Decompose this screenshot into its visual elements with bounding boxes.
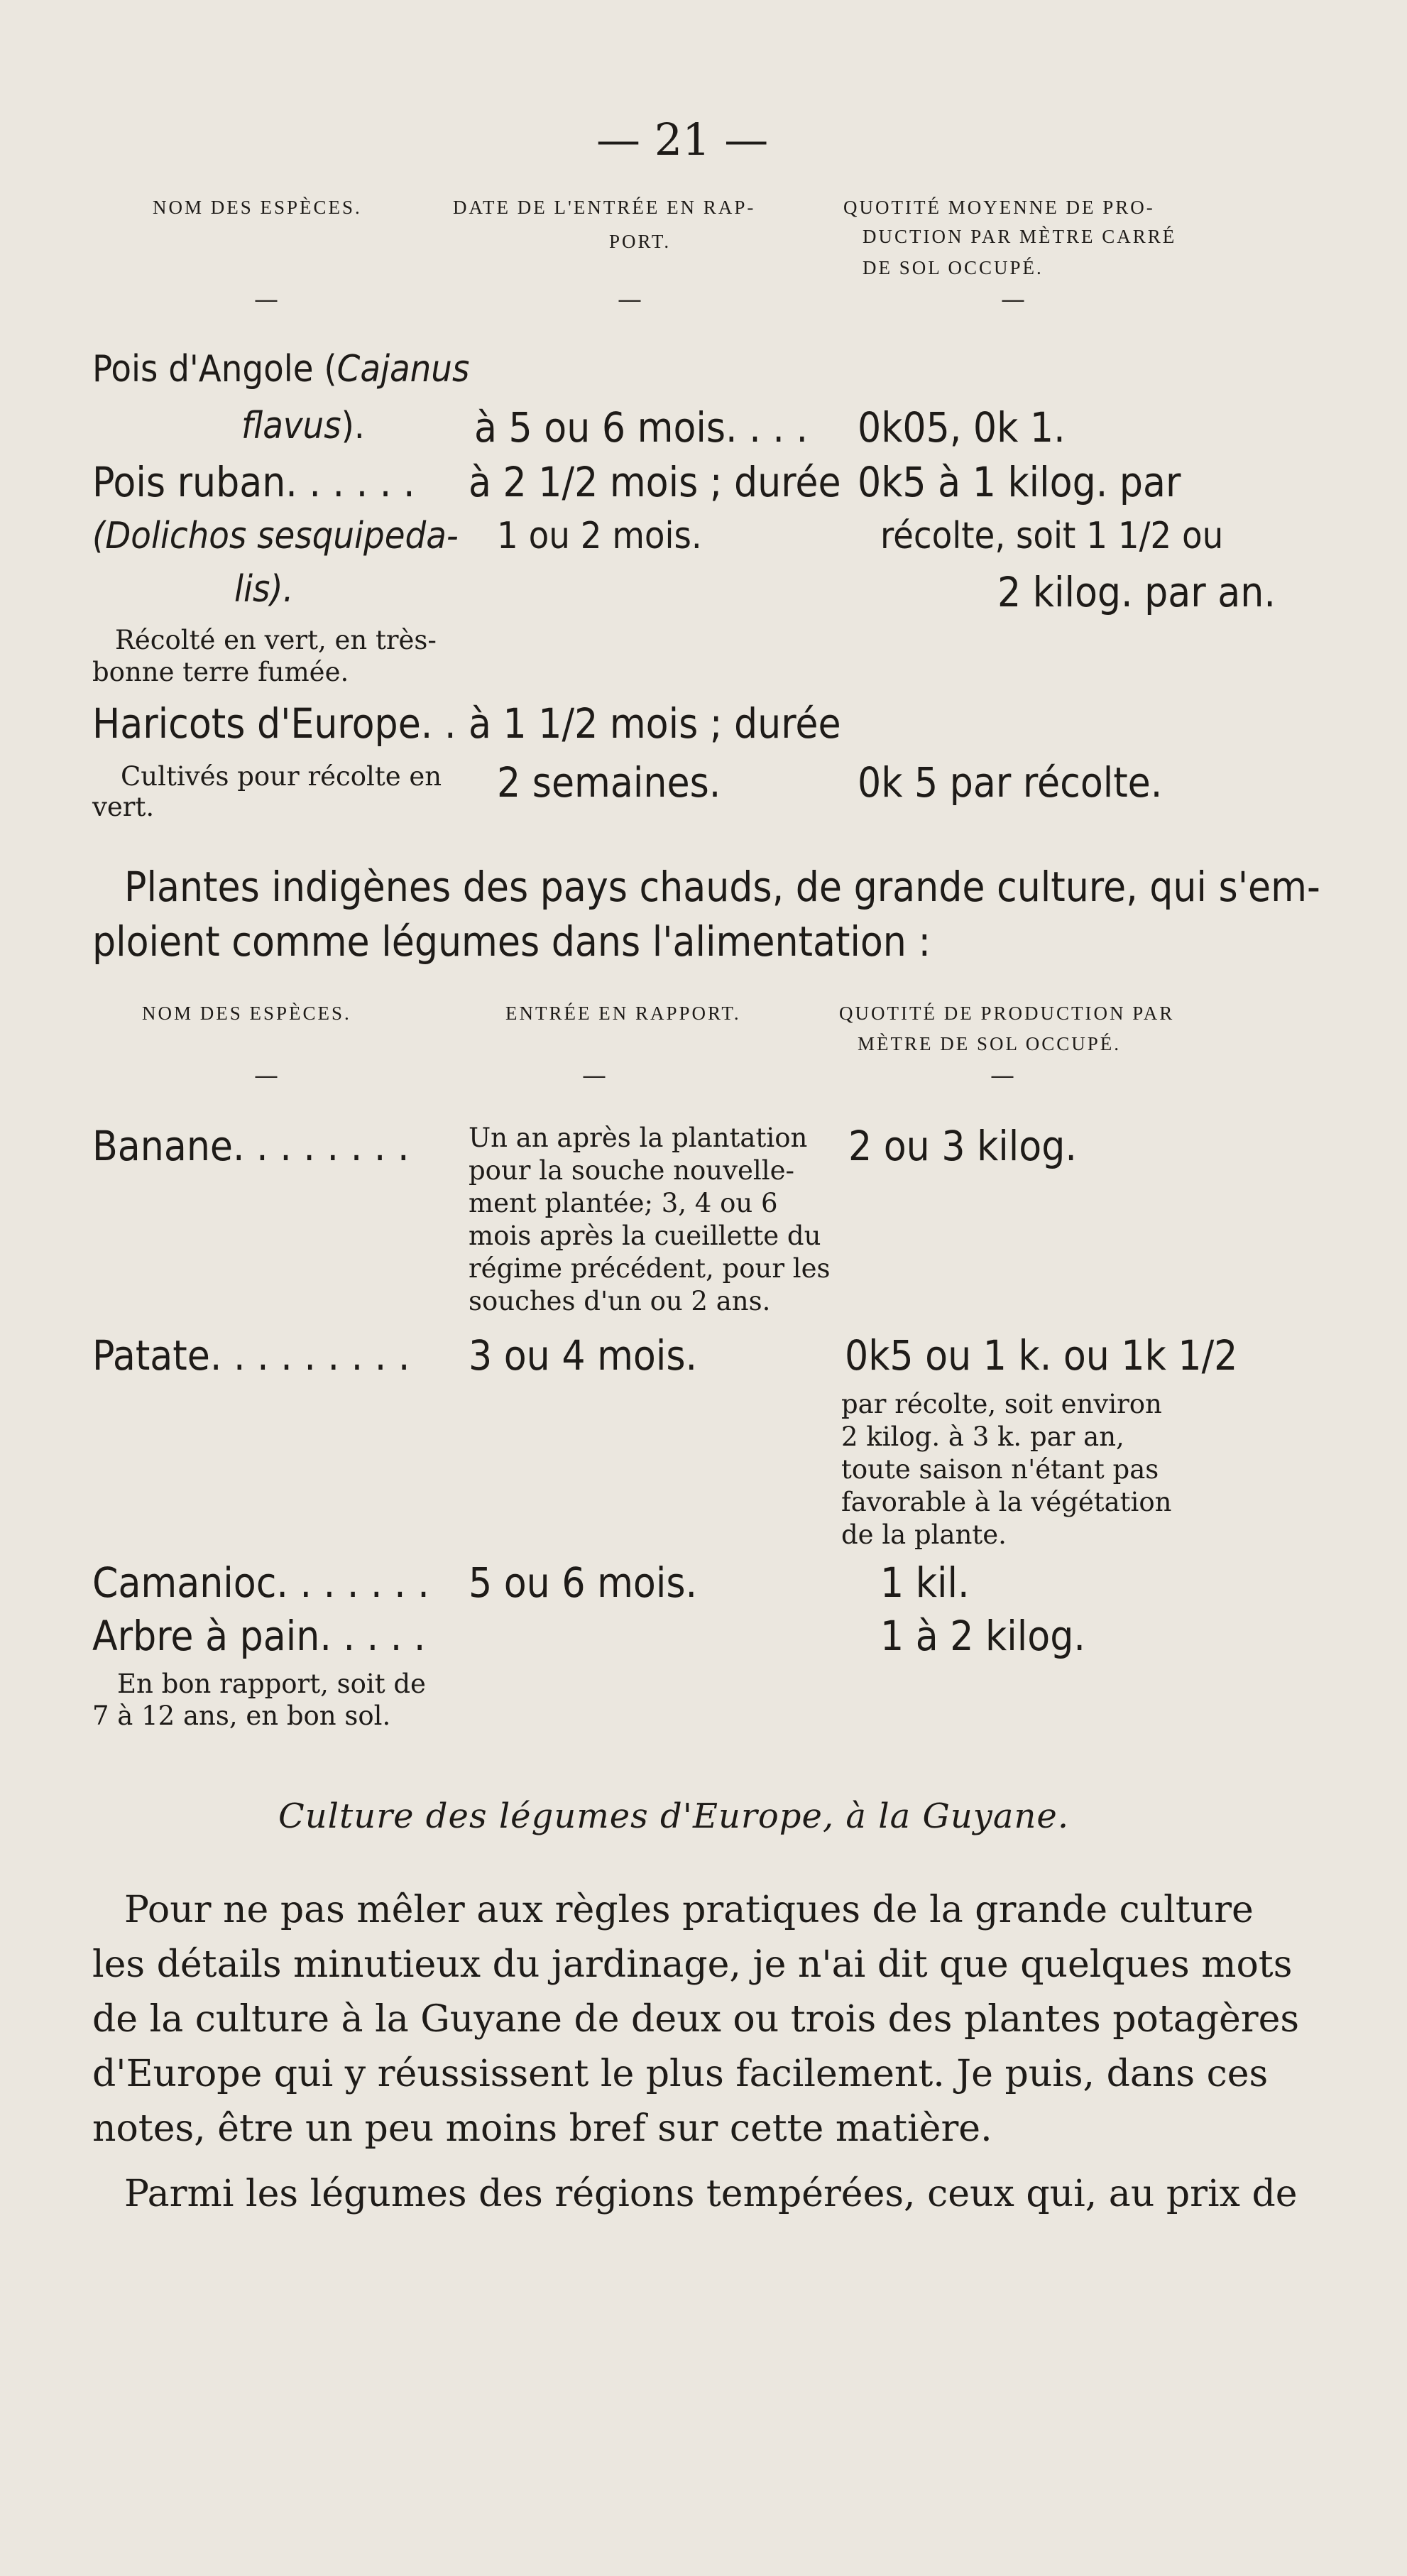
row-camanioc-date: 5 ou 6 mois.	[469, 1559, 698, 1607]
row-pois-ruban-qty2: récolte, soit 1 1/2 ou	[880, 515, 1224, 557]
row-camanioc-name: Camanioc. . . . . . .	[92, 1559, 429, 1607]
table2-dash-2: —	[582, 1061, 606, 1090]
row-arbre-name: Arbre à pain. . . . .	[92, 1612, 426, 1660]
table1-header-date-line2: PORT.	[609, 231, 672, 252]
row-patate-qty-line: toute saison n'étant pas	[841, 1454, 1159, 1485]
table1-dash-1: —	[254, 285, 278, 314]
row-pois-angole-latin: flavus).	[241, 405, 365, 447]
row-haricots-note2: vert.	[92, 792, 155, 822]
row-banane-date-line: souches d'un ou 2 ans.	[469, 1286, 771, 1316]
row-patate-qty-line: 2 kilog. à 3 k. par an,	[841, 1421, 1124, 1452]
table2-dash-1: —	[254, 1061, 278, 1090]
row-pois-angole-qty: 0k05, 0k 1.	[858, 403, 1066, 452]
row-pois-ruban-date2: 1 ou 2 mois.	[497, 515, 702, 557]
row-pois-ruban-latin: (Dolichos sesquipeda-	[92, 515, 459, 557]
table1-dash-3: —	[1001, 285, 1025, 314]
table2-dash-3: —	[990, 1061, 1014, 1090]
row-arbre-note2: 7 à 12 ans, en bon sol.	[92, 1701, 391, 1731]
row-pois-ruban-date1: à 2 1/2 mois ; durée	[469, 458, 841, 506]
row-haricots-note1: Cultivés pour récolte en	[121, 761, 442, 792]
row-banane-name: Banane. . . . . . . .	[92, 1122, 410, 1170]
paragraph2-line: d'Europe qui y réussissent le plus facilement. Je puis, dans ces	[92, 2053, 1269, 2095]
row-haricots-date2: 2 semaines.	[497, 758, 721, 807]
paragraph3-line1: Parmi les légumes des régions tempérées, ceux qui, au prix de	[124, 2173, 1298, 2215]
table1-header-date-line1: DATE DE L'ENTRÉE EN RAP-	[453, 197, 756, 218]
table1-dash-2: —	[618, 285, 642, 314]
row-patate-qty-line: de la plante.	[841, 1519, 1007, 1550]
row-banane-date-line: ment plantée; 3, 4 ou 6	[469, 1188, 778, 1218]
row-pois-ruban-latin2: lis).	[234, 568, 294, 611]
table2-header-qty-line1: QUOTITÉ DE PRODUCTION PAR	[839, 1003, 1175, 1024]
paragraph1-line1: Plantes indigènes des pays chauds, de grande culture, qui s'em-	[124, 863, 1320, 911]
row-pois-ruban-note1: Récolté en vert, en très-	[115, 625, 437, 655]
paragraph1-line2: ploient comme légumes dans l'alimentation :	[92, 917, 931, 966]
row-banane-date-line: mois après la cueillette du	[469, 1221, 821, 1251]
paragraph2-line: Pour ne pas mêler aux règles pratiques de la grande culture	[124, 1889, 1254, 1931]
paragraph2-line: notes, être un peu moins bref sur cette matière.	[92, 2107, 992, 2150]
row-pois-ruban-qty1: 0k5 à 1 kilog. par	[858, 458, 1181, 506]
row-patate-date: 3 ou 4 mois.	[469, 1331, 698, 1380]
row-pois-ruban-qty3: 2 kilog. par an.	[997, 568, 1276, 616]
row-pois-angole-name: Pois d'Angole (Cajanus	[92, 348, 470, 391]
row-pois-angole-date: à 5 ou 6 mois. . . .	[474, 403, 809, 452]
section-heading: Culture des légumes d'Europe, à la Guyane.	[278, 1796, 1070, 1836]
row-pois-ruban-name: Pois ruban. . . . . .	[92, 458, 415, 506]
table2-header-species: NOM DES ESPÈCES.	[142, 1003, 351, 1024]
table1-header-qty-line3: DE SOL OCCUPÉ.	[863, 257, 1044, 278]
row-banane-date-line: Un an après la plantation	[469, 1123, 808, 1153]
row-banane-date-line: régime précédent, pour les	[469, 1253, 831, 1284]
row-patate-name: Patate. . . . . . . . .	[92, 1331, 410, 1380]
row-haricots-name: Haricots d'Europe. .	[92, 699, 456, 748]
paragraph2-line: de la culture à la Guyane de deux ou trois des plantes potagères	[92, 1998, 1300, 2041]
row-haricots-qty: 0k 5 par récolte.	[858, 758, 1163, 807]
row-banane-date	[469, 1122, 831, 1318]
row-arbre-note1: En bon rapport, soit de	[117, 1669, 426, 1699]
paragraph2-line: les détails minutieux du jardinage, je n'ai dit que quelques mots	[92, 1943, 1293, 1986]
row-banane-qty: 2 ou 3 kilog.	[848, 1122, 1077, 1170]
table2-header-date: ENTRÉE EN RAPPORT.	[505, 1003, 741, 1024]
row-arbre-qty: 1 à 2 kilog.	[880, 1612, 1085, 1660]
table1-header-species: NOM DES ESPÈCES.	[153, 197, 362, 218]
row-patate-qty1: 0k5 ou 1 k. ou 1k 1/2	[845, 1331, 1238, 1380]
row-camanioc-qty: 1 kil.	[880, 1559, 970, 1607]
table1-header-qty-line1: QUOTITÉ MOYENNE DE PRO-	[843, 197, 1155, 218]
table2-header-qty-line2: MÈTRE DE SOL OCCUPÉ.	[858, 1033, 1122, 1054]
row-patate-qty-rest	[841, 1388, 1171, 1551]
row-pois-ruban-note2: bonne terre fumée.	[92, 657, 349, 687]
page-number: — 21 —	[596, 114, 769, 165]
row-haricots-date1: à 1 1/2 mois ; durée	[469, 699, 841, 748]
table1-header-qty-line2: DUCTION PAR MÈTRE CARRÉ	[863, 226, 1177, 247]
row-patate-qty-line: par récolte, soit environ	[841, 1389, 1162, 1419]
row-patate-qty-line: favorable à la végétation	[841, 1487, 1172, 1517]
row-banane-date-line: pour la souche nouvelle-	[469, 1155, 794, 1186]
